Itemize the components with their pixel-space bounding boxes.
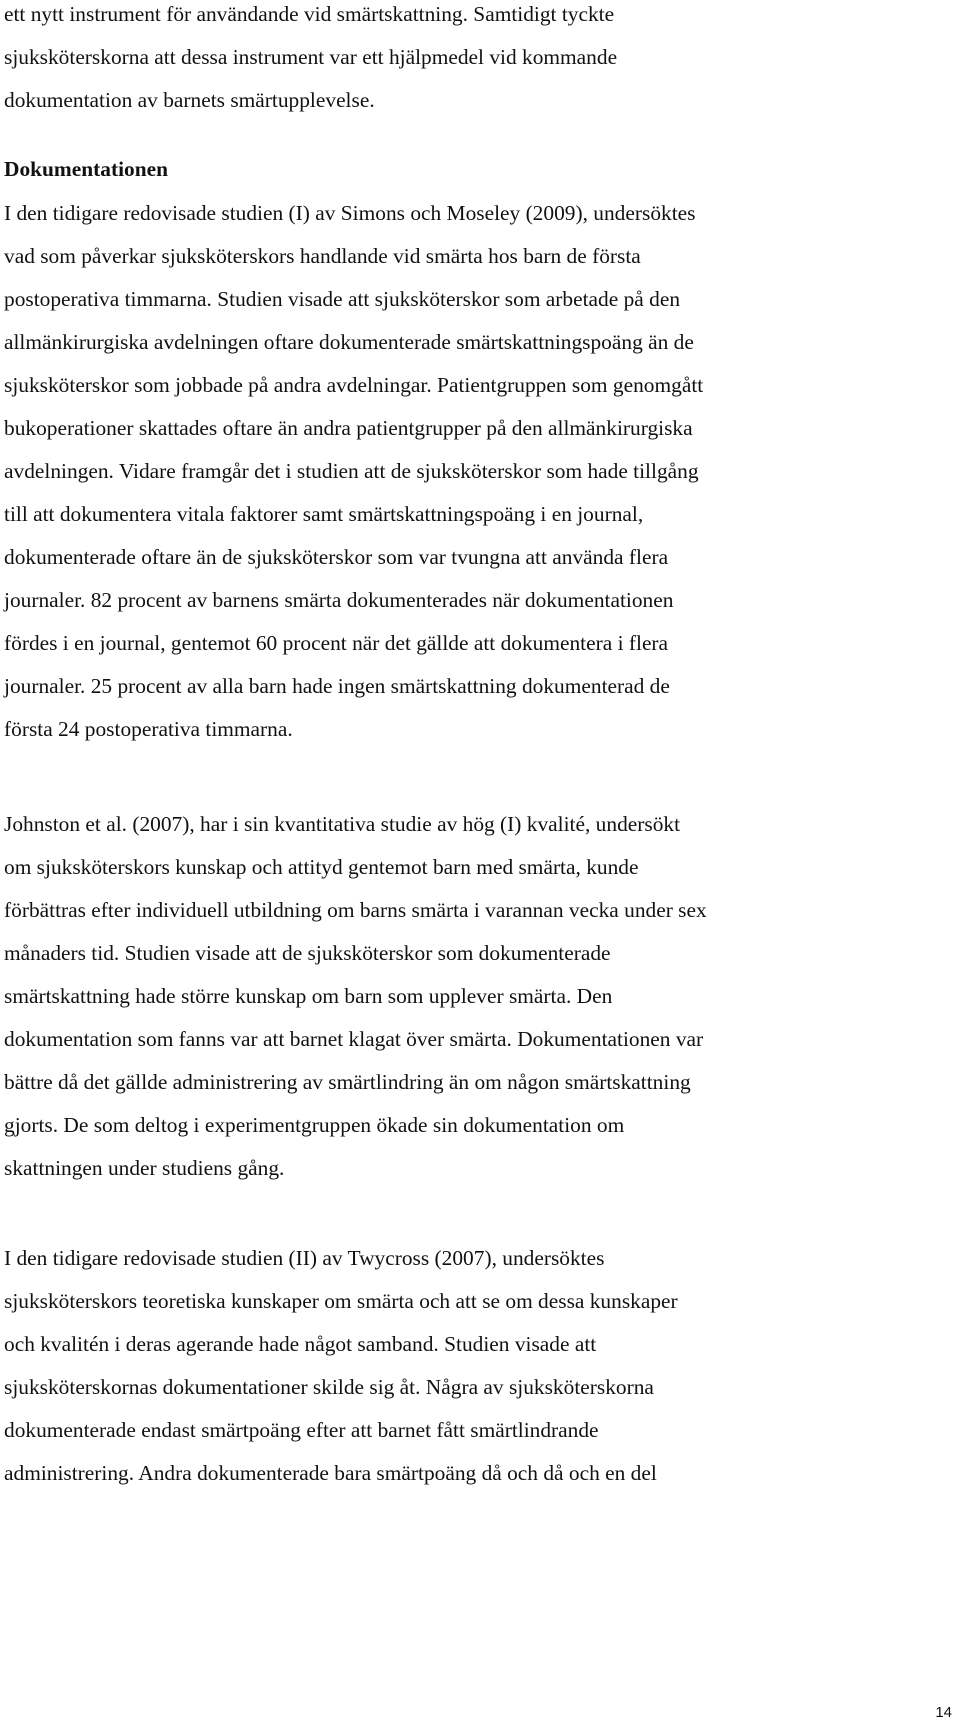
section-heading: Dokumentationen [4,157,169,181]
text-line: första 24 postoperativa timmarna. [4,717,293,741]
text-line: I den tidigare redovisade studien (I) av Simons och Moseley (2009), undersöktes [4,201,696,225]
page-number: 14 [935,1704,952,1721]
text-line: vad som påverkar sjuksköterskors handlande vid smärta hos barn de första [4,244,641,268]
text-line: sjuksköterskors teoretiska kunskaper om smärta och att se om dessa kunskaper [4,1289,678,1313]
text-line: journaler. 25 procent av alla barn hade ingen smärtskattning dokumenterad de [4,674,670,698]
text-line: om sjuksköterskors kunskap och attityd gentemot barn med smärta, kunde [4,855,639,879]
text-line: sjuksköterskornas dokumentationer skilde sig åt. Några av sjuksköterskorna [4,1375,654,1399]
text-line: postoperativa timmarna. Studien visade att sjuksköterskor som arbetade på den [4,287,681,311]
text-line: ett nytt instrument för användande vid smärtskattning. Samtidigt tyckte [4,2,615,26]
text-line: till att dokumentera vitala faktorer samt smärtskattningspoäng i en journal, [4,502,644,526]
text-line: dokumentation som fanns var att barnet klagat över smärta. Dokumentationen var [4,1027,704,1051]
text-line: och kvalitén i deras agerande hade något samband. Studien visade att [4,1332,597,1356]
text-line: I den tidigare redovisade studien (II) av Twycross (2007), undersöktes [4,1246,605,1270]
text-line: journaler. 82 procent av barnens smärta dokumenterades när dokumentationen [4,588,674,612]
text-line: allmänkirurgiska avdelningen oftare dokumenterade smärtskattningspoäng än de [4,330,694,354]
text-line: avdelningen. Vidare framgår det i studien att de sjuksköterskor som hade tillgång [4,459,699,483]
text-line: förbättras efter individuell utbildning om barns smärta i varannan vecka under sex [4,898,707,922]
text-line: administrering. Andra dokumenterade bara smärtpoäng då och då och en del [4,1461,657,1485]
text-line: dokumenterade endast smärtpoäng efter att barnet fått smärtlindrande [4,1418,599,1442]
text-line: bättre då det gällde administrering av smärtlindring än om någon smärtskattning [4,1070,691,1094]
intro-paragraph [4,0,954,122]
text-line: smärtskattning hade större kunskap om barn som upplever smärta. Den [4,984,613,1008]
text-line: bukoperationer skattades oftare än andra patientgrupper på den allmänkirurgiska [4,416,693,440]
paragraph-twycross [4,1237,954,1495]
text-line: gjorts. De som deltog i experimentgruppen ökade sin dokumentation om [4,1113,625,1137]
paragraph-johnston [4,803,954,1190]
text-line: dokumentation av barnets smärtupplevelse. [4,88,375,112]
text-line: fördes i en journal, gentemot 60 procent när det gällde att dokumentera i flera [4,631,669,655]
text-line: skattningen under studiens gång. [4,1156,285,1180]
text-line: sjuksköterskorna att dessa instrument var ett hjälpmedel vid kommande [4,45,618,69]
text-line: dokumenterade oftare än de sjuksköterskor som var tvungna att använda flera [4,545,669,569]
text-line: månaders tid. Studien visade att de sjuksköterskor som dokumenterade [4,941,611,965]
text-line: sjuksköterskor som jobbade på andra avdelningar. Patientgruppen som genomgått [4,373,704,397]
paragraph-simons-moseley [4,192,954,751]
text-line: Johnston et al. (2007), har i sin kvantitativa studie av hög (I) kvalité, undersökt [4,812,681,836]
